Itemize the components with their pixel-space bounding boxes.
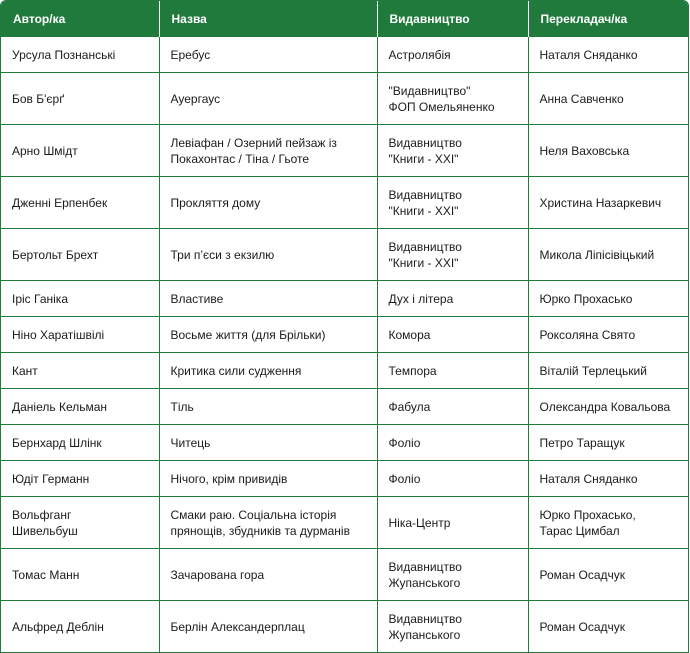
cell-author: Кант <box>1 353 159 389</box>
table-row <box>1 37 688 73</box>
header-author: Автор/ка <box>1 1 159 37</box>
cell-translator: Микола Ліпісівіцький <box>528 229 688 281</box>
cell-translator: Наталя Сняданко <box>528 461 688 497</box>
cell-title: Еребус <box>159 37 377 73</box>
cell-author: Томас Манн <box>1 549 159 601</box>
books-table <box>1 1 688 652</box>
cell-translator: Неля Ваховська <box>528 125 688 177</box>
cell-translator: Роксоляна Свято <box>528 317 688 353</box>
cell-publisher: Дух і літера <box>377 281 528 317</box>
table-row <box>1 229 688 281</box>
table-row <box>1 281 688 317</box>
header-translator: Перекладач/ка <box>528 1 688 37</box>
cell-title: Тіль <box>159 389 377 425</box>
cell-author: Альфред Деблін <box>1 601 159 653</box>
cell-title: Зачарована гора <box>159 549 377 601</box>
cell-title: Читець <box>159 425 377 461</box>
cell-author: Бернхард Шлінк <box>1 425 159 461</box>
cell-translator: Наталя Сняданко <box>528 37 688 73</box>
table-row <box>1 389 688 425</box>
cell-publisher: Темпора <box>377 353 528 389</box>
cell-translator: Анна Савченко <box>528 73 688 125</box>
cell-publisher: Фабула <box>377 389 528 425</box>
table-row <box>1 73 688 125</box>
cell-title: Левіафан / Озерний пейзаж із Покахонтас / Тіна / Гьоте <box>159 125 377 177</box>
cell-title: Три п’єси з екзилю <box>159 229 377 281</box>
cell-author: Дженні Ерпенбек <box>1 177 159 229</box>
cell-translator: Роман Осадчук <box>528 601 688 653</box>
table-row <box>1 497 688 549</box>
cell-title: Нічого, крім привидів <box>159 461 377 497</box>
table-row <box>1 125 688 177</box>
cell-translator: Петро Таращук <box>528 425 688 461</box>
table-header-row <box>1 1 688 37</box>
cell-translator: Роман Осадчук <box>528 549 688 601</box>
table-row <box>1 601 688 653</box>
table-row <box>1 177 688 229</box>
cell-author: Бов Б'єрґ <box>1 73 159 125</box>
cell-title: Смаки раю. Соціальна історія прянощів, збудників та дурманів <box>159 497 377 549</box>
cell-translator: Христина Назаркевич <box>528 177 688 229</box>
cell-author: Юдіт Германн <box>1 461 159 497</box>
cell-publisher: Фоліо <box>377 461 528 497</box>
header-title: Назва <box>159 1 377 37</box>
table-row <box>1 317 688 353</box>
table-row <box>1 549 688 601</box>
cell-title: Берлін Александерплац <box>159 601 377 653</box>
cell-publisher: Видавництво Жупанського <box>377 549 528 601</box>
cell-publisher: Видавництво "Книги - XXI" <box>377 229 528 281</box>
cell-title: Прокляття дому <box>159 177 377 229</box>
cell-publisher: Видавництво Жупанського <box>377 601 528 653</box>
cell-publisher: Видавництво "Книги - XXI" <box>377 177 528 229</box>
cell-author: Арно Шмідт <box>1 125 159 177</box>
table-row <box>1 353 688 389</box>
cell-author: Ніно Харатішвілі <box>1 317 159 353</box>
cell-author: Іріс Ганіка <box>1 281 159 317</box>
cell-translator: Олександра Ковальова <box>528 389 688 425</box>
cell-author: Урсула Познанські <box>1 37 159 73</box>
cell-translator: Юрко Прохасько <box>528 281 688 317</box>
cell-author: Вольфганг Шивельбуш <box>1 497 159 549</box>
cell-author: Бертольт Брехт <box>1 229 159 281</box>
cell-publisher: Астролябія <box>377 37 528 73</box>
cell-publisher: Комора <box>377 317 528 353</box>
cell-publisher: Фоліо <box>377 425 528 461</box>
cell-title: Критика сили судження <box>159 353 377 389</box>
cell-publisher: Видавництво "Книги - XXI" <box>377 125 528 177</box>
cell-title: Восьме життя (для Брільки) <box>159 317 377 353</box>
table-row <box>1 425 688 461</box>
cell-publisher: "Видавництво" ФОП Омельяненко <box>377 73 528 125</box>
header-publisher: Видавництво <box>377 1 528 37</box>
cell-translator: Віталій Терлецький <box>528 353 688 389</box>
cell-title: Ауергаус <box>159 73 377 125</box>
cell-translator: Юрко Прохасько, Тарас Цимбал <box>528 497 688 549</box>
cell-publisher: Ніка-Центр <box>377 497 528 549</box>
cell-title: Властиве <box>159 281 377 317</box>
table-row <box>1 461 688 497</box>
cell-author: Даніель Кельман <box>1 389 159 425</box>
